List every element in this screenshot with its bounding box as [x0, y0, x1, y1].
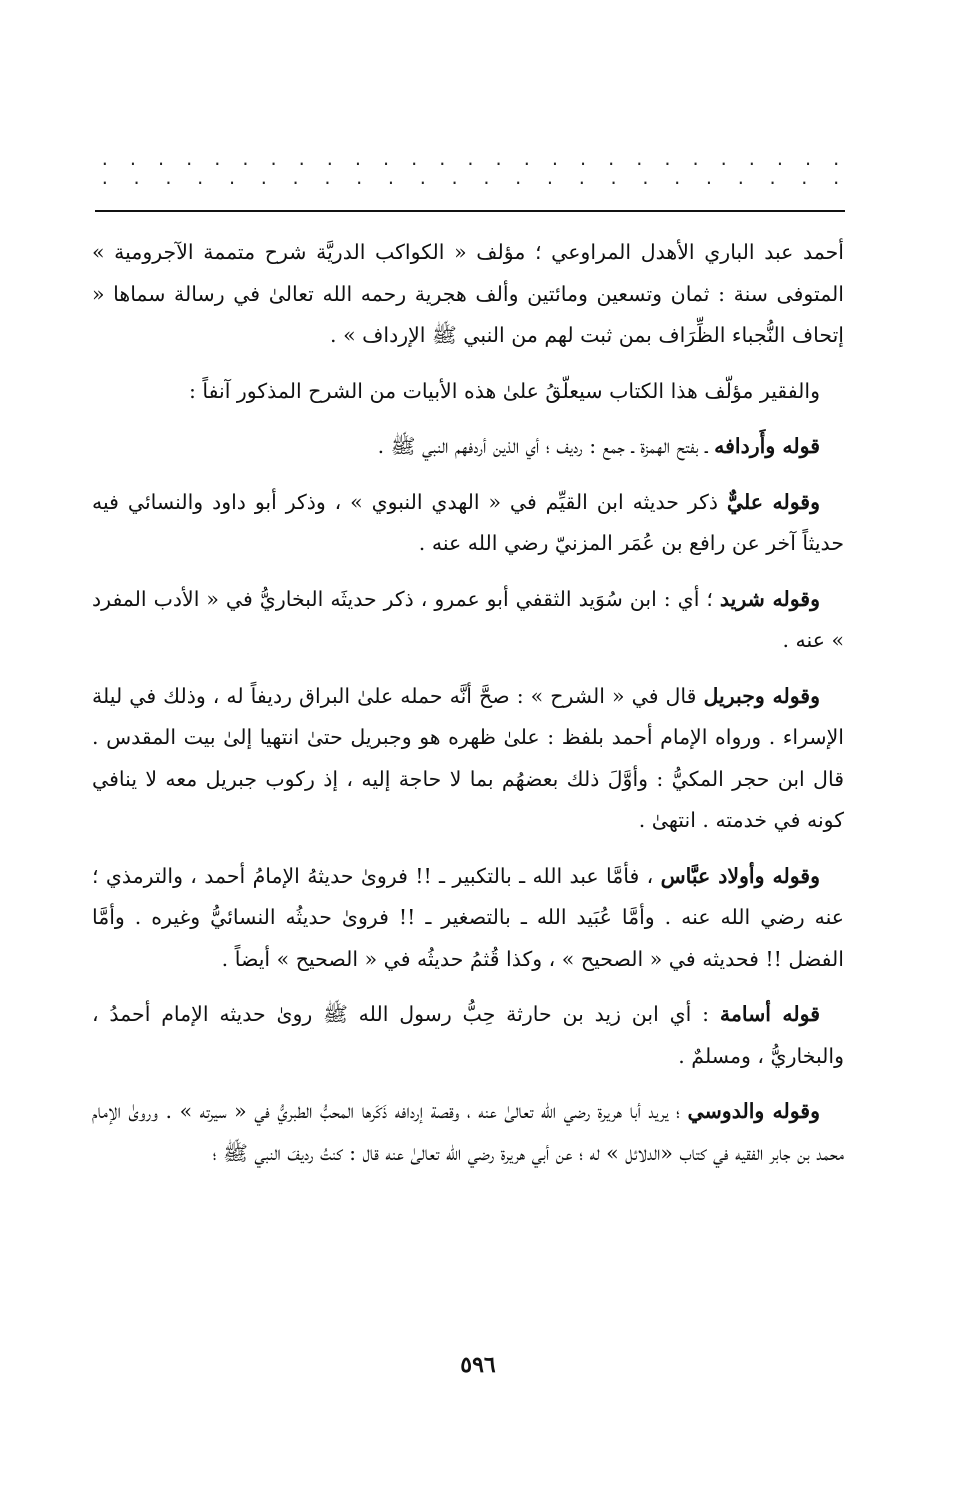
paragraph-body: ، فأمَّا عبد الله ـ بالتكبير ـ !! فروىٰ حديثهُ الإمامُ أحمد ، والترمذي ؛ عنه رضي الله عنه . وأمَّا عُبَيد الله ـ بالتصغير ـ !! فروىٰ حديثُه النسائيُّ وغيره . وأمَّا الفضل !! فحديثه في « الصحيح » ، وكذا قُثمُ حديثُه في « الصحيح » أيضاً .	[92, 863, 844, 971]
paragraph-lead: وقوله والدوسي	[687, 1099, 820, 1123]
page-number: ٥٩٦	[460, 1352, 496, 1378]
paragraph-body: ـ بفتح الهمزة ـ جمع : رديف ؛ أي الذين أردفهم النبي ﷺ .	[377, 434, 715, 458]
paragraph-lead: قوله أسامة	[719, 1002, 821, 1026]
paragraph-8	[92, 994, 844, 1077]
paragraph-lead: وقوله وجبريل	[703, 683, 820, 708]
footnote-text	[92, 232, 844, 1188]
paragraph-body: ذكر حديثه ابن القيِّم في « الهدي النبوي » ، وذكر أبو داود والنسائي فيه حديثاً آخر عن رافع بن عُمَر المزنيّ رضي الله عنه .	[92, 489, 844, 555]
paragraph-lead: وقوله عليٌّ	[726, 489, 820, 514]
paragraph-body: أحمد عبد الباري الأهدل المراوعي ؛ مؤلف « الكواكب الدريَّة شرح متممة الآجرومية » المتوفى سنة : ثمان وتسعين ومائتين وألف هجرية رحمه الله تعالىٰ في رسالة سماها « إتحاف النُّجباء الظِّرَاف بمن ثبت لهم من النبي ﷺ الإرداف » .	[92, 240, 844, 347]
paragraph-lead: قوله وأَردافه	[714, 434, 820, 458]
paragraph-6	[92, 676, 844, 842]
paragraph-3	[92, 426, 844, 468]
paragraph-1	[92, 232, 844, 357]
dotted-separator: . . . . . . . . . . . . . . . . . . . . . . . . . . . . . . . . . . . . . . . . . . . . . . . . . . .	[100, 150, 845, 188]
paragraph-7	[92, 856, 844, 981]
paragraph-4	[92, 482, 844, 565]
paragraph-lead: وقوله شريد	[719, 586, 820, 611]
paragraph-body: ؛ يريد أبا هريرة رضي الله تعالىٰ عنه ، وقصة إردافه ذَكَرها المحبُّ الطبريُّ في « سيرته » . وروىٰ الإمام محمد بن جابر الفقيه في كتاب «الدلائل » له ؛ عن أبي هريرة رضي الله تعالىٰ عنه قال : كنتُ رديفَ النبي ﷺ ؛	[92, 1099, 844, 1165]
paragraph-body: : أي ابن زيد بن حارثة حِبُّ رسول الله ﷺ روىٰ حديثه الإمام أحمدُ ، والبخاريُّ ، ومسلمٌ .	[92, 1002, 844, 1068]
paragraph-body: قال في « الشرح » : صحَّ أنَّه حمله علىٰ البراق رديفاً له ، وذلك في ليلة الإسراء . ورواه الإمام أحمد بلفظ : علىٰ ظهره هو وجبريل حتىٰ انتهيا إلىٰ بيت المقدس . قال ابن حجر المكيُّ : وأوَّلَ ذلك بعضهُم بما لا حاجة إليه ، إذ ركوب جبريل معه لا ينافي كونه في خدمته . انتهىٰ .	[92, 683, 844, 832]
paragraph-lead: وقوله وأولاد عبَّاس	[660, 863, 820, 888]
paragraph-2	[92, 371, 844, 413]
paragraph-body: والفقير مؤلّف هذا الكتاب سيعلّقُ علىٰ هذه الأبيات من الشرح المذكور آنفاً :	[188, 378, 820, 403]
paragraph-body: ؛ أي : ابن سُوَيد الثقفي أبو عمرو ، ذكر حديثَه البخاريُّ في « الأدب المفرد » عنه .	[92, 586, 844, 652]
paragraph-9	[92, 1091, 844, 1174]
paragraph-5	[92, 579, 844, 662]
footnote-rule	[95, 210, 845, 212]
